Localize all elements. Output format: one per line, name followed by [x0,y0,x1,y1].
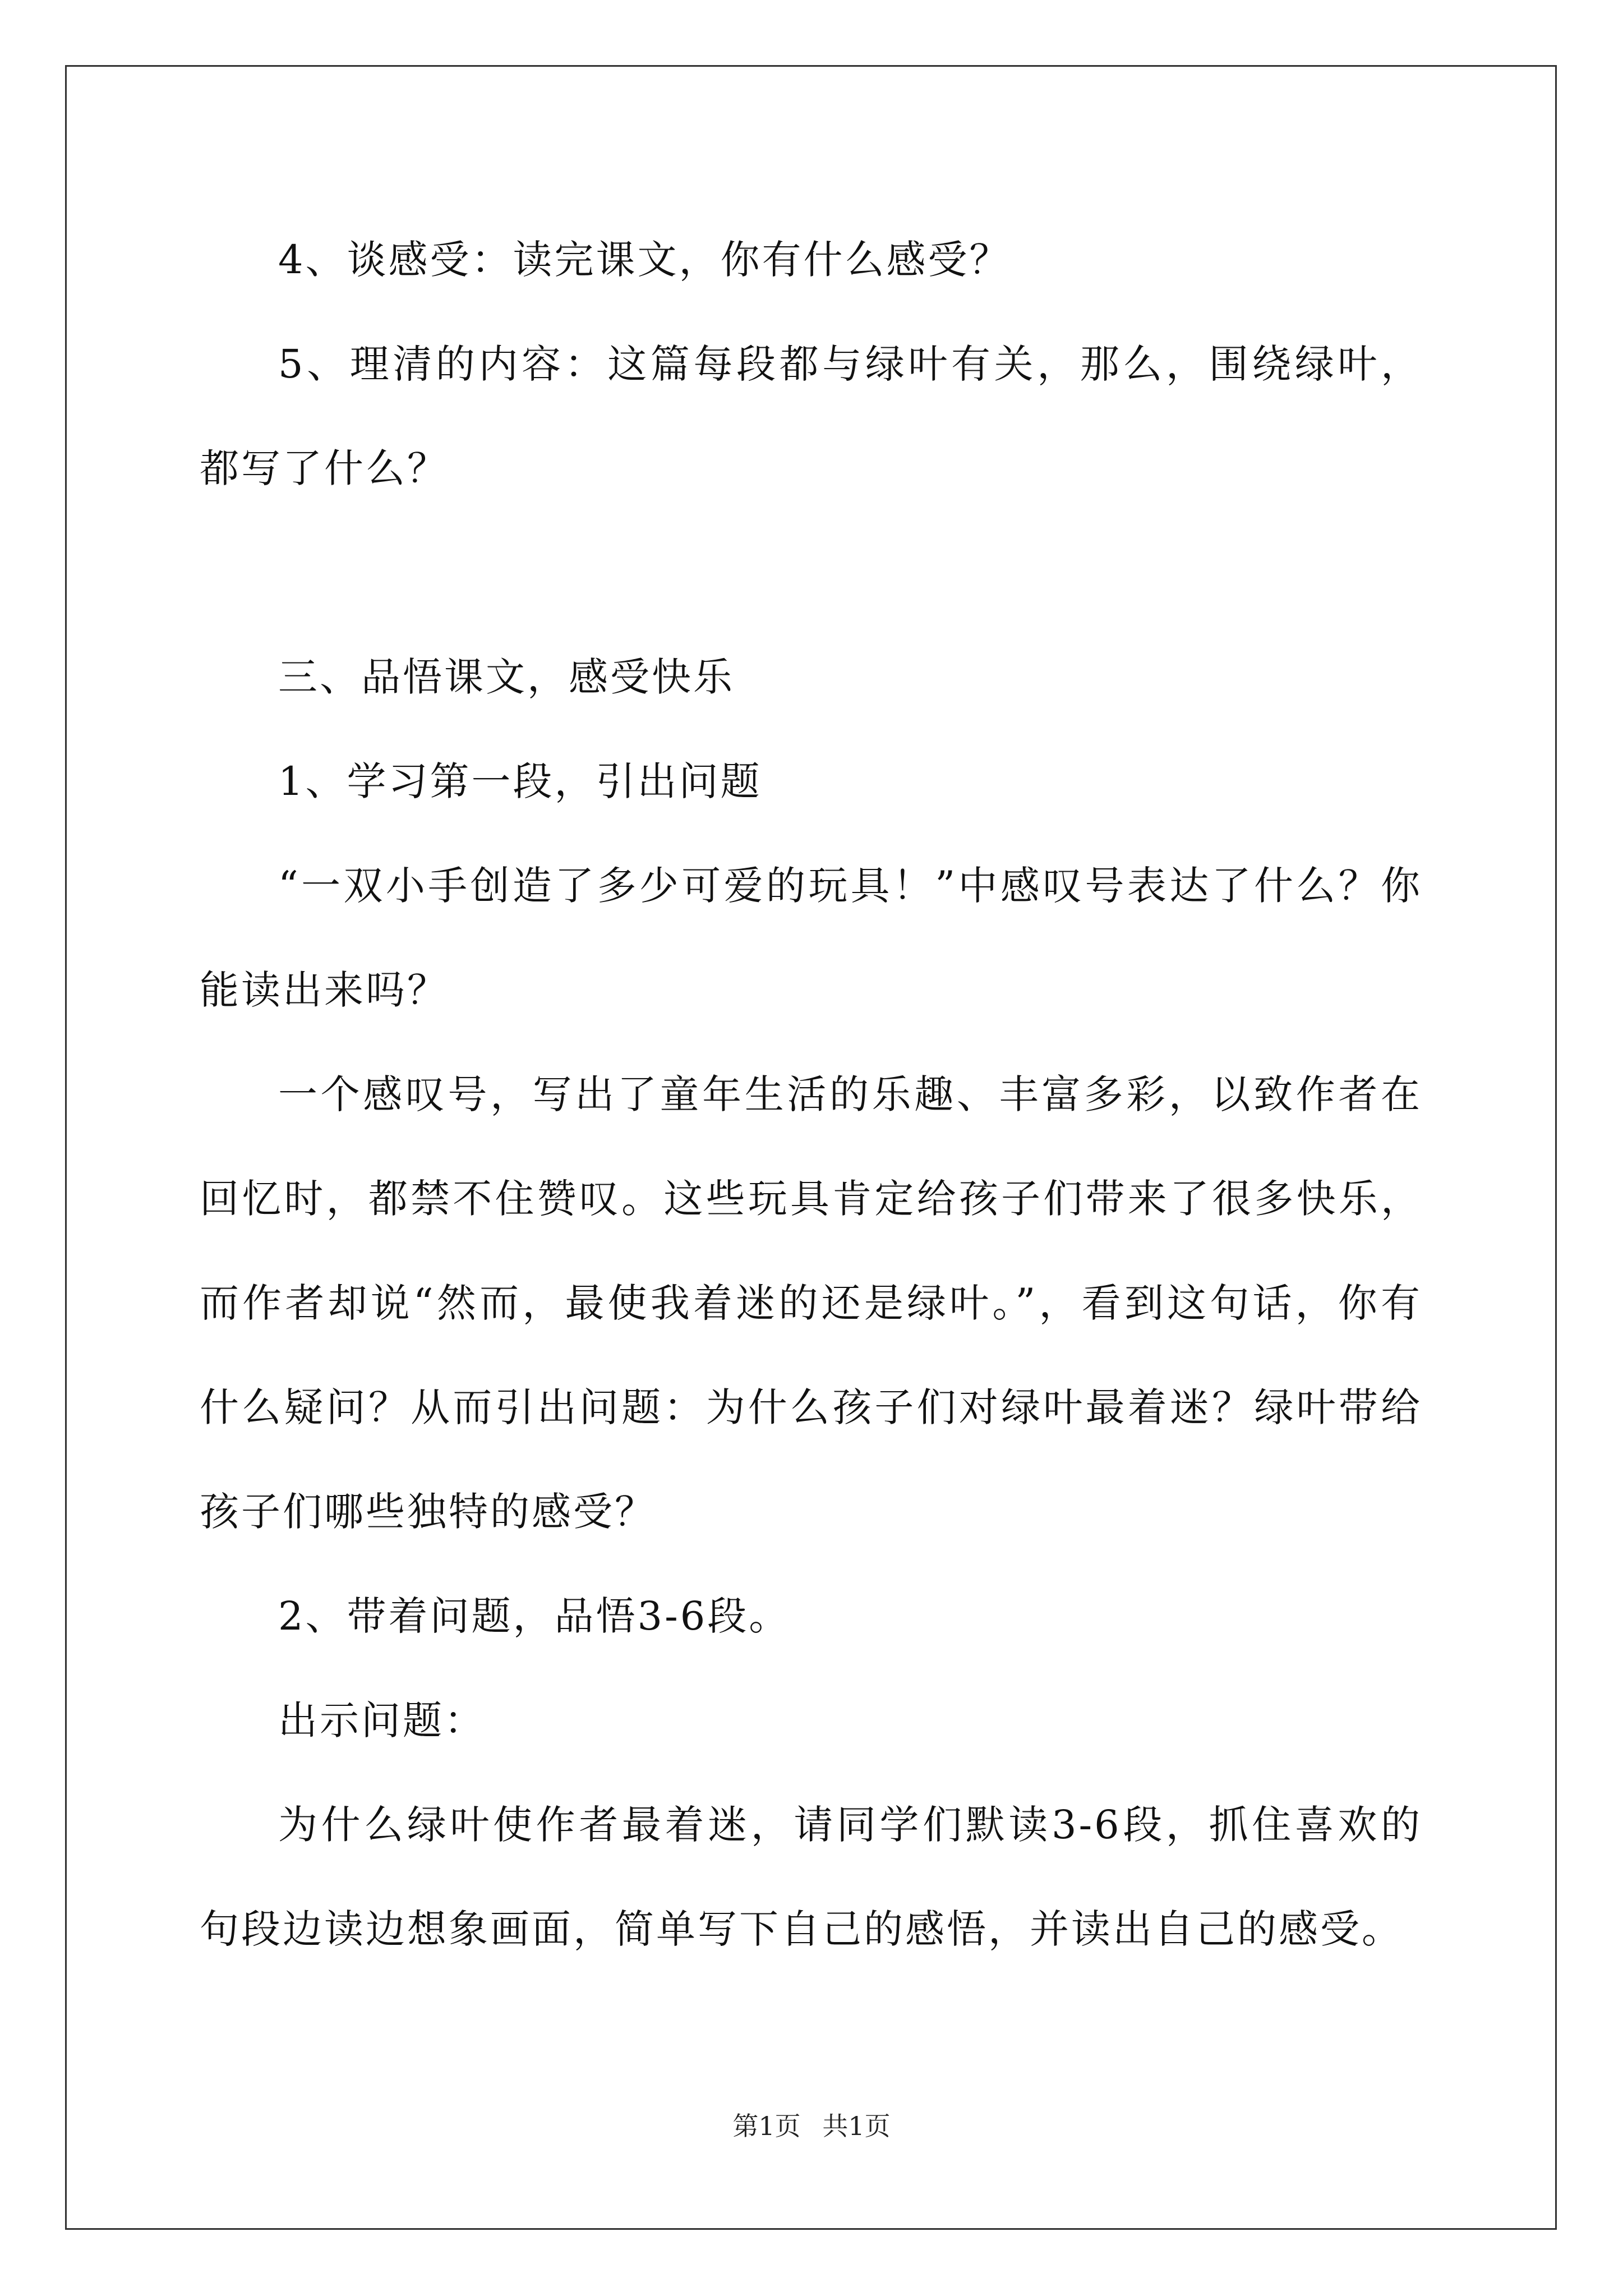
paragraph-study-first-section: 1、学习第一段，引出问题 [278,758,762,804]
paragraph-why-green-leaves: 为什么绿叶使作者最着迷，请同学们默读3-6段，抓住喜欢的句段边读边想象画面，简单写下自己的感悟，并读出自己的感受。 [200,1802,1422,1952]
page-total: 共1页 [822,2111,891,2141]
paragraph-exclamation-question: “一双小手创造了多少可爱的玩具！”中感叹号表达了什么？你能读出来吗？ [200,863,1422,1013]
page-number: 第1页 [732,2111,801,2141]
paragraph-talk-feelings: 4、谈感受：读完课文，你有什么感受？ [278,237,1011,283]
paragraph-with-questions: 2、带着问题，品悟3-6段。 [278,1593,791,1639]
page-footer [0,2109,1623,2143]
section-heading-3: 三、品悟课文，感受快乐 [278,654,735,700]
document-body [200,208,1422,1981]
blank-line [200,521,1422,625]
paragraph-exclamation-explanation: 一个感叹号，写出了童年生活的乐趣、丰富多彩，以致作者在回忆时，都禁不住赞叹。这些玩具肯定给孩子们带来了很多快乐，而作者却说“然而，最使我着迷的还是绿叶。”，看到这句话，你有什么疑问？从而引出问题：为什么孩子们对绿叶最着迷？绿叶带给孩子们哪些独特的感受？ [200,1071,1422,1535]
paragraph-show-questions: 出示问题： [278,1697,486,1743]
paragraph-clarify-content: 5、理清的内容：这篇每段都与绿叶有关，那么，围绕绿叶，都写了什么？ [200,341,1422,491]
